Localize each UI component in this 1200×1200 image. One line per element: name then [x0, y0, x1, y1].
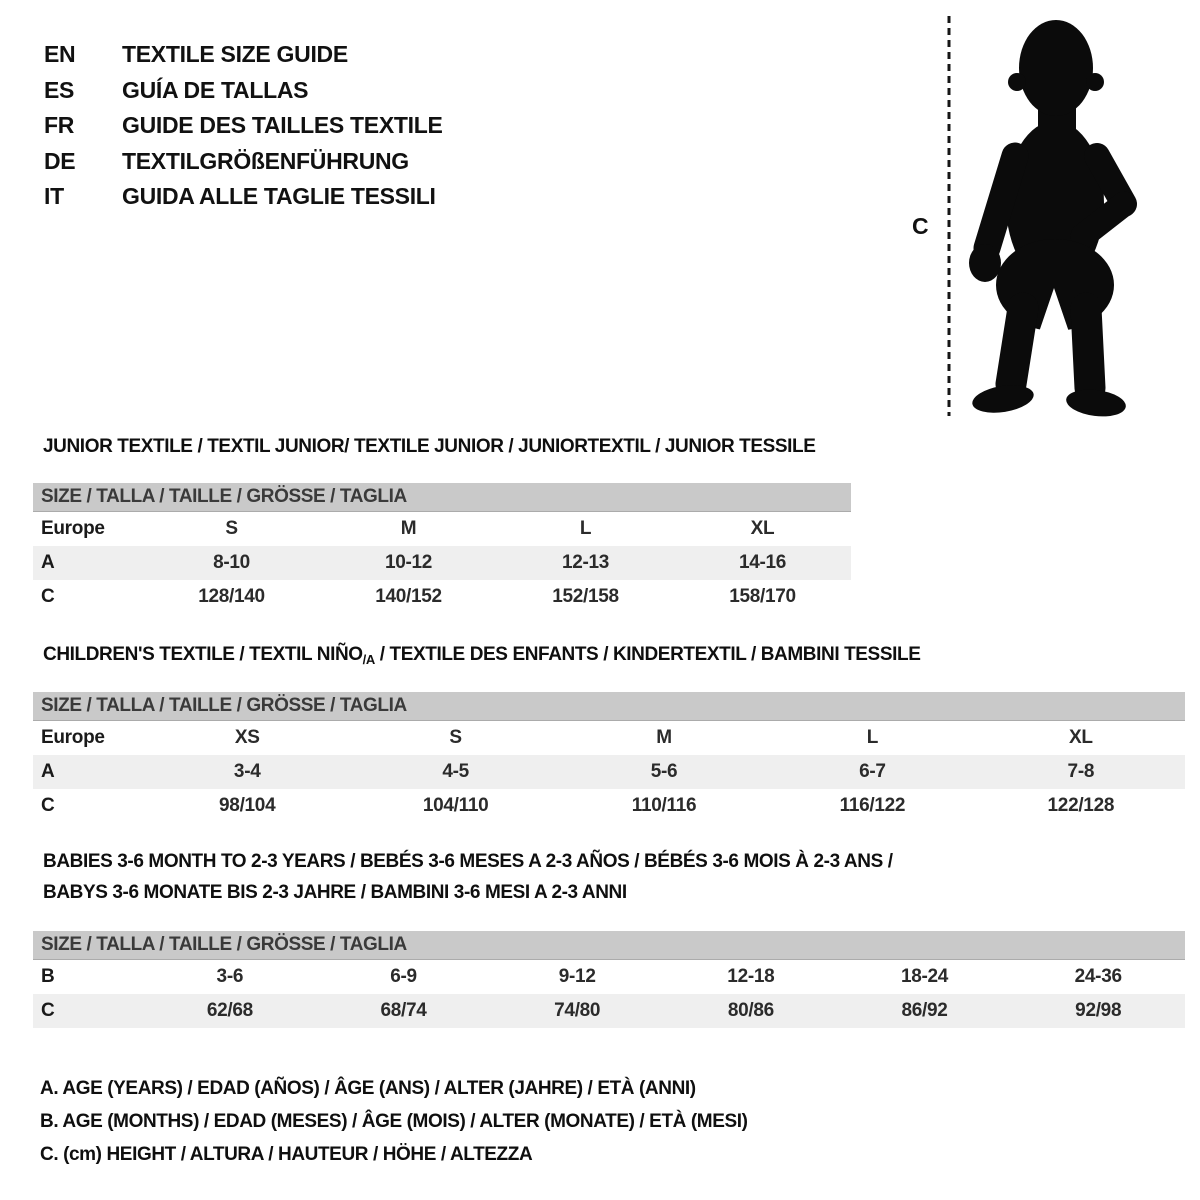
- language-title: GUIDE DES TAILLES TEXTILE: [122, 112, 443, 138]
- babies-section-title-line1: BABIES 3-6 MONTH TO 2-3 YEARS / BEBÉS 3-6 MESES A 2-3 AÑOS / BÉBÉS 3-6 MOIS À 2-3 ANS /: [43, 851, 893, 872]
- children-table-body: [33, 721, 1185, 823]
- row-cell: 4-5: [442, 761, 469, 782]
- row-label: C: [41, 795, 55, 816]
- row-label: A: [41, 761, 55, 782]
- children-title-sub: /A: [362, 652, 375, 667]
- row-cell: 12-13: [561, 552, 610, 573]
- table-row: [33, 789, 1185, 823]
- height-dashed-line-icon: [946, 16, 952, 416]
- row-cell: 3-4: [233, 761, 261, 782]
- row-cell: S: [225, 518, 238, 539]
- row-cell: XS: [234, 727, 260, 748]
- row-cell: 92/98: [1075, 1000, 1122, 1021]
- table-row: [33, 546, 851, 580]
- row-label: Europe: [41, 727, 105, 748]
- row-label: A: [41, 552, 55, 573]
- row-label: Europe: [41, 518, 105, 539]
- row-cell: 68/74: [380, 1000, 427, 1021]
- row-cell: 122/128: [1047, 795, 1115, 816]
- junior-table-body: [33, 512, 851, 614]
- row-cell: 86/92: [901, 1000, 948, 1021]
- children-size-table: [33, 692, 1185, 823]
- row-cell: 158/170: [729, 586, 796, 607]
- row-label: B: [41, 966, 55, 987]
- size-header-text: SIZE / TALLA / TAILLE / GRÖSSE / TAGLIA: [41, 695, 407, 716]
- table-row: [33, 580, 851, 614]
- size-header-bar: [33, 692, 1185, 721]
- row-cell: L: [866, 727, 879, 748]
- row-cell: M: [400, 518, 417, 539]
- language-title-list: [44, 37, 443, 215]
- size-header-bar: [33, 483, 851, 512]
- table-row: [33, 960, 1185, 994]
- row-cell: M: [656, 727, 672, 748]
- language-title: GUÍA DE TALLAS: [122, 76, 309, 103]
- row-cell: 128/140: [198, 586, 265, 607]
- row-cell: 10-12: [384, 552, 433, 573]
- row-cell: 9-12: [558, 966, 596, 987]
- row-cell: XL: [750, 518, 775, 539]
- row-cell: 104/110: [422, 795, 489, 816]
- legend-line: C. (cm) HEIGHT / ALTURA / HAUTEUR / HÖHE / ALTEZZA: [40, 1144, 533, 1165]
- row-cell: 7-8: [1067, 761, 1095, 782]
- row-cell: 110/116: [631, 795, 697, 816]
- row-cell: 140/152: [375, 586, 442, 607]
- legend-line: A. AGE (YEARS) / EDAD (AÑOS) / ÂGE (ANS) / ALTER (JAHRE) / ETÀ (ANNI): [40, 1078, 696, 1099]
- size-header-text: SIZE / TALLA / TAILLE / GRÖSSE / TAGLIA: [41, 934, 407, 955]
- row-cell: 62/68: [206, 1000, 253, 1021]
- language-row: [44, 108, 443, 144]
- row-cell: 3-6: [216, 966, 244, 987]
- language-row: [44, 37, 443, 73]
- language-title: TEXTILE SIZE GUIDE: [122, 41, 348, 67]
- language-code: ES: [44, 76, 75, 103]
- legend: [40, 1072, 748, 1171]
- row-cell: 18-24: [900, 966, 949, 987]
- size-header-bar: [33, 931, 1185, 960]
- children-section-title: [43, 644, 920, 667]
- row-cell: 98/104: [219, 795, 276, 816]
- table-row: [33, 512, 851, 546]
- row-cell: 8-10: [213, 552, 250, 573]
- row-cell: 12-18: [727, 966, 775, 987]
- junior-section-title: JUNIOR TEXTILE / TEXTIL JUNIOR/ TEXTILE JUNIOR / JUNIORTEXTIL / JUNIOR TESSILE: [43, 436, 816, 457]
- size-header-text: SIZE / TALLA / TAILLE / GRÖSSE / TAGLIA: [41, 486, 407, 507]
- table-row: [33, 721, 1185, 755]
- table-row: [33, 755, 1185, 789]
- language-row: [44, 73, 443, 109]
- row-cell: L: [579, 518, 592, 539]
- language-code: FR: [44, 112, 75, 138]
- babies-section-title-line2: BABYS 3-6 MONATE BIS 2-3 JAHRE / BAMBINI 3-6 MESI A 2-3 ANNI: [43, 882, 627, 903]
- row-cell: 6-7: [859, 761, 886, 782]
- row-cell: 152/158: [552, 586, 619, 607]
- language-code: EN: [44, 41, 76, 67]
- children-title-pre: CHILDREN'S TEXTILE / TEXTIL NIÑO: [43, 644, 363, 665]
- language-code: IT: [44, 183, 64, 209]
- language-title: GUIDA ALLE TAGLIE TESSILI: [122, 183, 436, 209]
- junior-size-table: [33, 483, 851, 614]
- language-code: DE: [44, 147, 76, 174]
- language-row: [44, 144, 443, 180]
- row-cell: 14-16: [738, 552, 787, 573]
- children-title-post: / TEXTILE DES ENFANTS / KINDERTEXTIL / BAMBINI TESSILE: [374, 644, 921, 665]
- babies-table-body: [33, 960, 1185, 1028]
- table-row: [33, 994, 1185, 1028]
- row-label: C: [41, 586, 55, 607]
- row-cell: S: [449, 727, 462, 748]
- language-title: TEXTILGRÖßENFÜHRUNG: [122, 147, 409, 174]
- toddler-silhouette-icon: [963, 8, 1141, 418]
- legend-line: B. AGE (MONTHS) / EDAD (MESES) / ÂGE (MOIS) / ALTER (MONATE) / ETÀ (MESI): [40, 1111, 748, 1132]
- row-cell: 116/122: [839, 795, 906, 816]
- row-cell: 6-9: [390, 966, 417, 987]
- row-label: C: [41, 1000, 55, 1021]
- babies-size-table: [33, 931, 1185, 1028]
- language-row: [44, 179, 443, 215]
- row-cell: 80/86: [727, 1000, 774, 1021]
- row-cell: 74/80: [554, 1000, 601, 1021]
- row-cell: 24-36: [1074, 966, 1122, 987]
- row-cell: 5-6: [650, 761, 678, 782]
- height-measure-label: C: [912, 213, 929, 239]
- row-cell: XL: [1068, 727, 1093, 748]
